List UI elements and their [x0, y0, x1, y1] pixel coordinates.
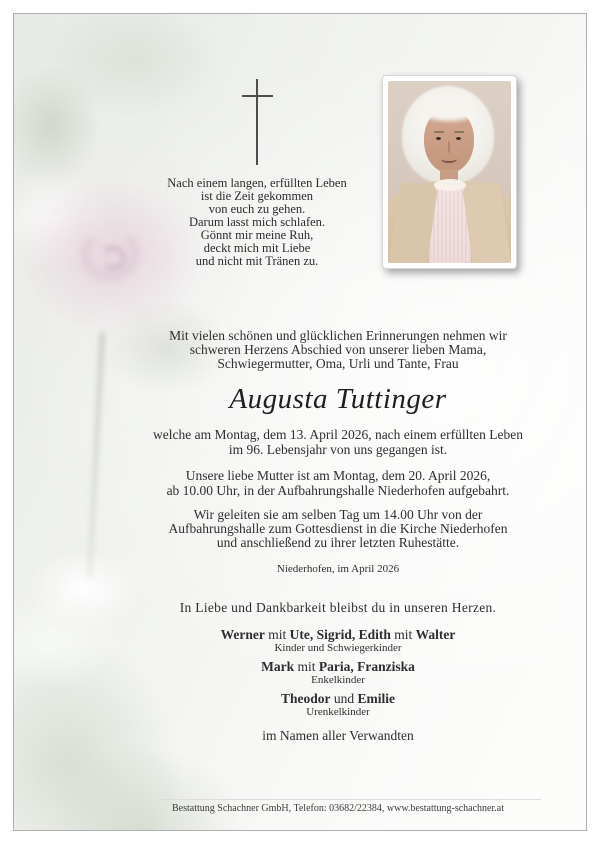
place-date-line: Niederhofen, im April 2026 — [276, 563, 400, 575]
cross-horizontal-bar — [242, 95, 273, 97]
mourner-name: Walter — [415, 627, 456, 642]
death-info-line: welche am Montag, dem 13. April 2026, nach einem erfüllten Leben — [152, 427, 523, 442]
footer-divider — [161, 799, 541, 800]
portrait-eye-left — [436, 137, 441, 140]
funeral-line: Wir geleiten sie am selben Tag um 14.00 Uhr von der — [193, 507, 483, 522]
poem-line: ist die Zeit gekommen — [200, 189, 314, 203]
funeral-info — [88, 508, 587, 550]
poem-line: deckt mich mit Liebe — [203, 241, 311, 255]
deceased-name: Augusta Tuttinger — [229, 383, 447, 415]
mourner-connector: mit — [294, 659, 319, 674]
mourner-name: Ute, Sigrid, Edith — [289, 627, 391, 642]
mourner-connector: mit — [390, 627, 416, 642]
funeral-home-footer: Bestattung Schachner GmbH, Telefon: 03682/22384, www.bestattung-schachner.at — [171, 803, 504, 814]
poem-line: Gönnt mir meine Ruh, — [200, 228, 314, 242]
portrait-eye-right — [456, 137, 461, 140]
death-info — [88, 428, 587, 457]
mourners-children-role: Kinder und Schwiegerkinder — [274, 642, 402, 654]
closing-line: im Namen aller Verwandten — [262, 728, 414, 743]
mourners-greatgrandchildren-role: Urenkelkinder — [306, 706, 370, 718]
announcement-intro — [88, 329, 587, 371]
cross-vertical-bar — [256, 79, 258, 165]
laying-out-line: ab 10.00 Uhr, in der Aufbahrungshalle Niederhofen aufgebahrt. — [166, 482, 510, 498]
death-info-line: im 96. Lebensjahr von uns gegangen ist. — [228, 441, 448, 457]
poem-line: Darum lasst mich schlafen. — [188, 215, 326, 229]
mourner-name: Mark — [261, 659, 295, 674]
portrait-eyebrow-left — [434, 131, 444, 133]
poem-line: und nicht mit Tränen zu. — [195, 254, 319, 268]
memorial-poem — [57, 177, 457, 268]
mourners-grandchildren-names — [88, 659, 587, 675]
portrait-nose — [448, 141, 450, 153]
portrait-mouth — [441, 155, 457, 163]
funeral-line: und anschließend zu ihrer letzten Ruhestätte. — [216, 535, 460, 550]
portrait-eyebrow-right — [454, 131, 464, 133]
mourner-name: Werner — [220, 627, 265, 642]
laying-out-info — [88, 469, 587, 498]
mourner-name: Paria, Franziska — [318, 659, 415, 674]
poem-line: von euch zu gehen. — [208, 202, 306, 216]
mourner-name: Theodor — [280, 691, 331, 706]
intro-line: Schwiegermutter, Oma, Urli und Tante, Frau — [217, 356, 459, 371]
portrait-hair-fringe — [422, 101, 476, 121]
laying-out-line: Unsere liebe Mutter ist am Montag, dem 20. April 2026, — [185, 468, 491, 483]
mourners-children-names — [88, 627, 587, 643]
funeral-line: Aufbahrungshalle zum Gottesdienst in die Kirche Niederhofen — [168, 521, 508, 536]
mourner-name: Emilie — [357, 691, 395, 706]
poem-line: Nach einem langen, erfüllten Leben — [167, 176, 347, 190]
farewell-sentence: In Liebe und Dankbarkeit bleibst du in unseren Herzen. — [179, 600, 497, 615]
obituary-card — [13, 13, 587, 831]
intro-line: Mit vielen schönen und glücklichen Erinnerungen nehmen wir — [169, 328, 507, 343]
mourners-grandchildren-role: Enkelkinder — [311, 674, 365, 686]
mourner-connector: mit — [264, 627, 290, 642]
intro-line: schweren Herzens Abschied von unserer lieben Mama, — [189, 342, 487, 357]
mourner-connector: und — [330, 691, 358, 706]
mourners-greatgrandchildren-names — [88, 691, 587, 707]
